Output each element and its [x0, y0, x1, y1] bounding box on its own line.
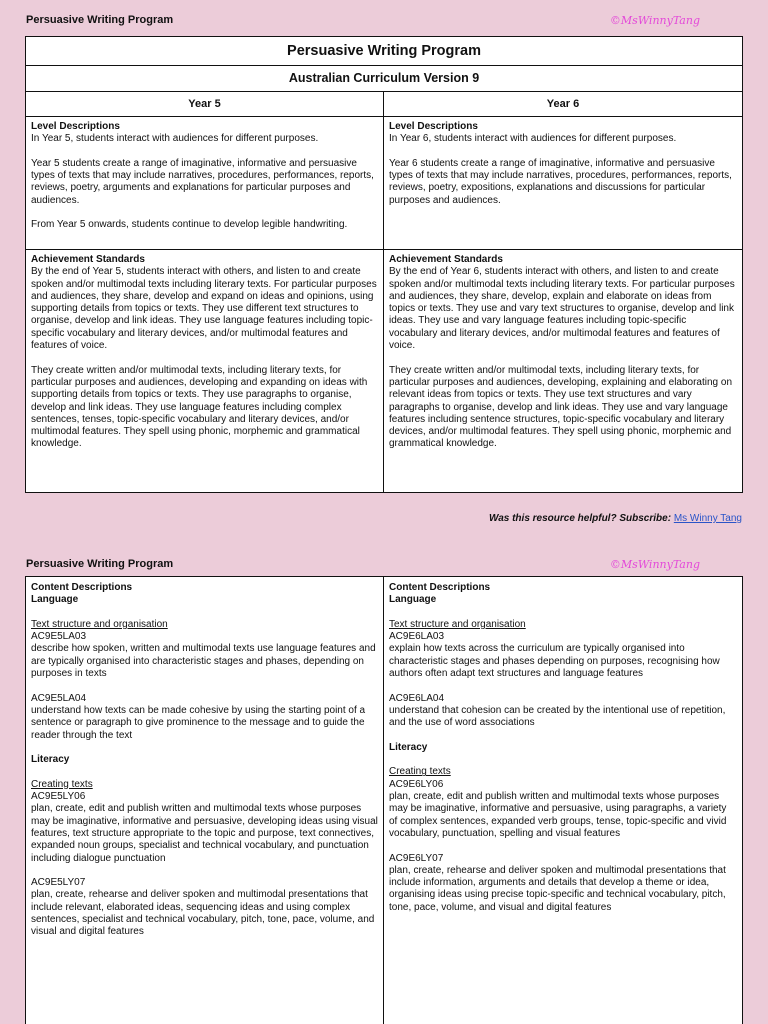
code: AC9E5LA03: [31, 631, 87, 643]
level-heading: Level Descriptions: [31, 121, 120, 132]
paragraph: Year 6 students create a range of imaginative, informative and persuasive types of texts that may include narratives, procedures, performances, reports, reviews, poetry, expositions, explanations and discussions for particular purposes and audiences.: [389, 157, 732, 206]
literacy-heading: Literacy: [31, 754, 70, 766]
language-heading: Language: [31, 594, 79, 606]
code: AC9E5LY06: [31, 791, 86, 803]
header-title: Persuasive Writing Program: [26, 14, 174, 26]
paragraph: Year 5 students create a range of imaginative, informative and persuasive types of texts that may include narratives, procedures, performances, reports, reviews, poetry, arguments and explanations for particular purposes and audiences.: [31, 157, 374, 206]
content-heading: Content Descriptions: [31, 582, 133, 593]
text-structure-heading: Text structure and organisation: [31, 618, 168, 630]
code: AC9E5LA04: [31, 692, 87, 704]
brand-watermark: ©MsWinnyTang: [609, 14, 700, 27]
description: plan, create, edit and publish written and multimodal texts whose purposes may be imaginative, informative and persuasive, using paragraphs, a variety of complex sentences, expanded verb groups, tense, topic-specific and vivid vocabulary, punctuation, spelling and visual features: [389, 791, 727, 839]
content-heading: Content Descriptions: [389, 582, 491, 593]
code: AC9E5LY07: [31, 877, 86, 889]
year-grid: [26, 92, 742, 492]
description: plan, create, rehearse and deliver spoken and multimodal presentations that include information, arguments and details that develop a theme or idea, organising ideas using precise topic-specific and technical vocabulary, pitch, tone, pace, volume, and visual and digital features: [389, 864, 726, 913]
code: AC9E6LA04: [389, 692, 445, 704]
description: understand that cohesion can be created by the intentional use of repetition, and the use of word associations: [389, 704, 726, 729]
year6-level-descriptions: [384, 117, 742, 250]
text-structure-heading: Text structure and organisation: [389, 618, 526, 630]
subscribe-link[interactable]: Ms Winny Tang: [673, 513, 742, 524]
code: AC9E6LY07: [389, 852, 444, 864]
subscribe-prompt: [489, 513, 742, 524]
year5-level-descriptions: [26, 117, 384, 250]
curriculum-table: [25, 36, 743, 493]
content-grid: [26, 577, 742, 1024]
paragraph: They create written and/or multimodal texts, including literary texts, for particular purposes and audiences, developing and expanding on ideas with supporting details from topics or texts. They use paragraphs to organise, develop and link ideas. They use language features including complex sentences, tenses, topic-specific vocabulary and literary devices, and/or multimodal features. They spell using phonic, morphemic and grammatical knowledge.: [31, 364, 368, 450]
paragraph: By the end of Year 5, students interact with others, and listen to and create spoken and/or multimodal texts including literary texts. For particular purposes and audiences, they share, develop and expand on ideas and opinions, using supporting details from topics or texts. They use different text structures to organise, develop and link ideas. They use language features including topic-specific vocabulary and literary devices, and/or multimodal features and features of voice.: [31, 266, 377, 352]
year6-achievement-standards: [384, 250, 742, 492]
subscribe-text: Was this resource helpful? Subscribe:: [488, 513, 672, 524]
level-heading: Level Descriptions: [389, 121, 478, 132]
table-title: Persuasive Writing Program: [26, 37, 742, 66]
paragraph: In Year 5, students interact with audiences for different purposes.: [31, 133, 319, 145]
paragraph: By the end of Year 6, students interact with others, and listen to and create spoken and/or multimodal texts including literary texts. For particular purposes and audiences, they share, develop, explain and elaborate on ideas from topics or texts. They use and vary text structures to organise, develop and link ideas. They use and vary language features including topic-specific vocabulary and literary devices, and/or multimodal features and features of voice.: [389, 266, 735, 352]
year6-content-descriptions: [384, 577, 742, 1024]
description: plan, create, edit and publish written and multimodal texts whose purposes may be imaginative, informative and persuasive, developing ideas using visual features, text structure appropriate to the topic and purpose, text connectives, expanded noun groups, specialist and technical vocabulary, and punctuation including dialogue punctuation: [31, 803, 378, 864]
column-header-year5: Year 5: [26, 92, 384, 117]
page-1: [0, 0, 768, 500]
description: explain how texts across the curriculum are typically organised into characteristic stages and phases depending on purposes, recognising how authors often adapt text structures and language features: [389, 643, 720, 680]
achievement-heading: Achievement Standards: [31, 254, 145, 265]
paragraph: They create written and/or multimodal texts, including literary texts, for particular purposes and audiences, developing, explaining and elaborating on relevant ideas from topics or texts. They use text structures and vary paragraphs to organise, develop and link ideas. They use and vary language features including sentence structures, topic-specific vocabulary and literary devices, and/or multimodal features. They spell using phonic, morphemic and grammatical knowledge.: [389, 364, 733, 450]
year5-achievement-standards: [26, 250, 384, 492]
content-table: [25, 576, 743, 1024]
description: plan, create, rehearse and deliver spoken and multimodal presentations that include relevant, elaborated ideas, sequencing ideas and using complex sentences, specialist and technical vocabulary, pitch, tone, pace, volume, and visual and digital features: [31, 889, 375, 938]
paragraph: In Year 6, students interact with audiences for different purposes.: [389, 133, 677, 145]
description: describe how spoken, written and multimodal texts use language features and are typically organised into characteristic stages and phases, depending on purposes in texts: [31, 643, 376, 680]
year5-content-descriptions: [26, 577, 384, 1024]
language-heading: Language: [389, 594, 437, 606]
creating-texts-heading: Creating texts: [389, 766, 451, 778]
code: AC9E6LY06: [389, 778, 444, 790]
brand-watermark: ©MsWinnyTang: [609, 558, 700, 571]
creating-texts-heading: Creating texts: [31, 778, 93, 790]
description: understand how texts can be made cohesive by using the starting point of a sentence or paragraph to give prominence to the message and to guide the reader through the text: [31, 704, 366, 741]
achievement-heading: Achievement Standards: [389, 254, 503, 265]
column-header-year6: Year 6: [384, 92, 742, 117]
table-subtitle: Australian Curriculum Version 9: [26, 66, 742, 92]
code: AC9E6LA03: [389, 631, 445, 643]
literacy-heading: Literacy: [389, 741, 428, 753]
page-2: [0, 545, 768, 1024]
paragraph: From Year 5 onwards, students continue to develop legible handwriting.: [31, 219, 348, 231]
header-title: Persuasive Writing Program: [26, 558, 174, 570]
